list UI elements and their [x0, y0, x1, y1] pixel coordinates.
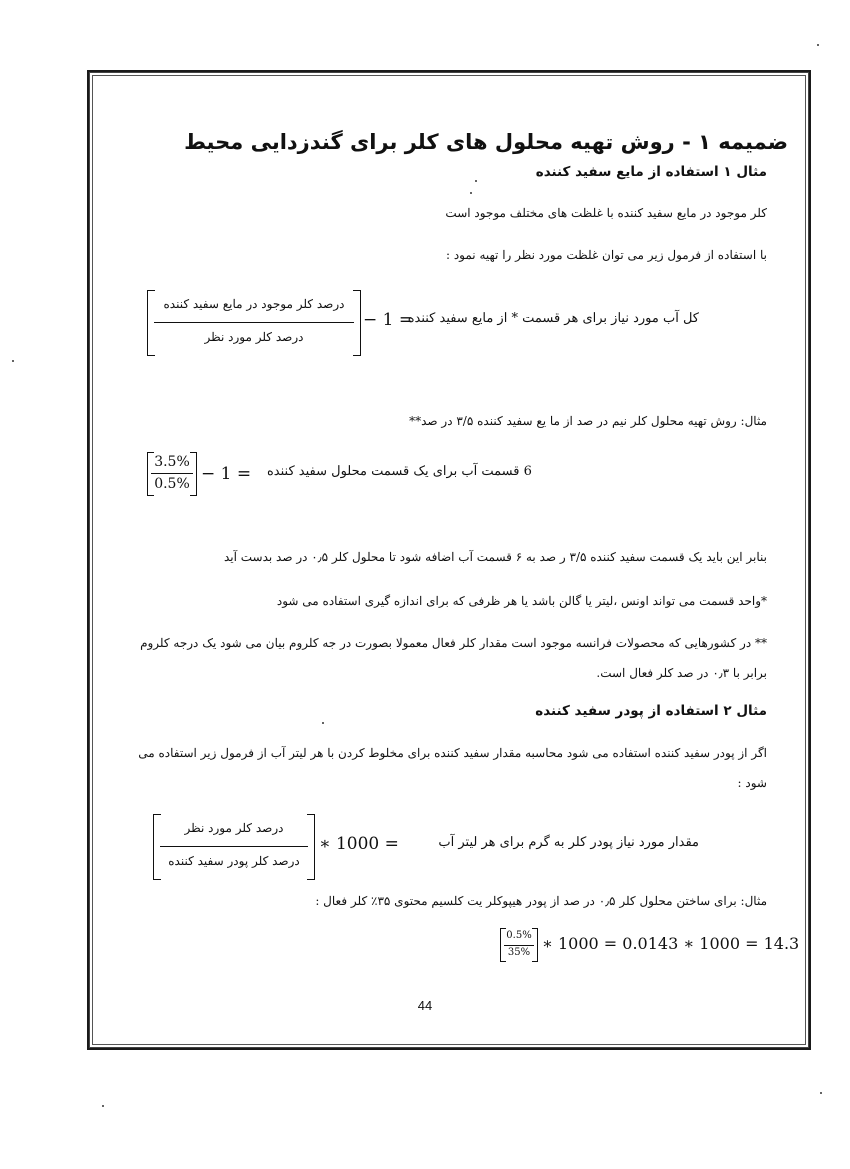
- formula-numerator: درصد کلر مورد نظر: [184, 821, 284, 835]
- formula-numerator: درصد کلر موجود در مایع سفید کننده: [163, 297, 345, 311]
- example1-line2: با استفاده از فرمول زیر می توان غلظت مورد نظر را تهیه نمود :: [445, 248, 767, 262]
- example2-heading: مثال ۲ استفاده از پودر سفید کننده: [535, 703, 767, 719]
- calc-bracket: [147, 452, 197, 496]
- appendix-title: ضمیمه ۱ - روش تهیه محلول های کلر برای گندزدایی محیط: [184, 130, 788, 154]
- example1-calculation: [147, 452, 707, 496]
- footnote-unit: *واحد قسمت می تواند اونس ،لیتر یا گالن باشد یا هر ظرفی که برای اندازه گیری استفاده می شود: [276, 594, 767, 608]
- example1-conclusion: بنابر این باید یک قسمت سفید کننده ۳/۵ ر صد به ۶ قسمت آب اضافه شود تا محلول کلر ۰٫۵ در صد بدست آید: [223, 550, 767, 564]
- calc-numerator: 0.5%: [506, 930, 532, 941]
- example2-intro: اگر از پودر سفید کننده استفاده می شود محاسبه مقدار سفید کننده برای مخلوط کردن با هر لیتر آب از فرمول زیر استفاده می شود :: [138, 746, 767, 790]
- scan-speck: [322, 722, 324, 724]
- scan-speck: [470, 192, 472, 194]
- formula-powder-bleach: [153, 814, 707, 880]
- fraction-line: [154, 322, 354, 323]
- scan-speck: [820, 1092, 822, 1094]
- calc-denominator: 35%: [507, 947, 531, 958]
- formula-operator: − 1 =: [363, 310, 414, 330]
- scan-speck: [12, 360, 14, 362]
- calc-numerator: 3.5%: [154, 454, 190, 470]
- fraction-line: [151, 473, 193, 474]
- formula-operator: ∗ 1000 =: [319, 834, 399, 854]
- calc-text: 6 قسمت آب برای یک قسمت محلول سفید کننده: [267, 464, 532, 479]
- example1-line1: کلر موجود در مایع سفید کننده با غلظت های مختلف موجود است: [445, 206, 767, 220]
- example1-heading: مثال ۱ استفاده از مایع سفید کننده: [535, 164, 767, 180]
- scan-speck: [102, 1105, 104, 1107]
- page-number: 44: [417, 998, 433, 1013]
- example2-label: مثال: برای ساختن محلول کلر ۰٫۵ در صد از پودر هیپوکلر یت کلسیم محتوی ۳۵٪ کلر فعال :: [315, 894, 767, 908]
- formula-text: کل آب مورد نیاز برای هر قسمت * از مایع سفید کننده: [407, 311, 699, 326]
- fraction-line: [504, 945, 534, 946]
- calc-bracket: [500, 928, 538, 962]
- calc-operator: − 1 =: [201, 464, 252, 484]
- example1-label: مثال: روش تهیه محلول کلر نیم در صد از ما یع سفید کننده ۳/۵ در صد**: [409, 414, 767, 428]
- calc-result: ∗ 1000 = 0.0143 ∗ 1000 = 14.3: [542, 934, 800, 953]
- formula-bracket: [147, 290, 361, 356]
- fraction-line: [160, 846, 308, 847]
- calc-denominator: 0.5%: [154, 476, 190, 492]
- formula-bracket: [153, 814, 315, 880]
- formula-denominator: درصد کلر مورد نظر: [204, 330, 304, 344]
- formula-liquid-bleach: [147, 290, 707, 356]
- formula-text: مقدار مورد نیاز پودر کلر به گرم برای هر لیتر آب: [438, 835, 699, 850]
- formula-denominator: درصد کلر پودر سفید کننده: [168, 854, 300, 868]
- scan-speck: [475, 180, 477, 182]
- scan-speck: [817, 44, 819, 46]
- footnote-chlorum: ** در کشورهایی که محصولات فرانسه موجود است مقدار کلر فعال معمولا بصورت در جه کلروم بیان می شود یک درجه کلروم برابر با ۰٫۳ در صد کلر فعال است.: [140, 636, 767, 680]
- example2-calculation: [500, 928, 800, 964]
